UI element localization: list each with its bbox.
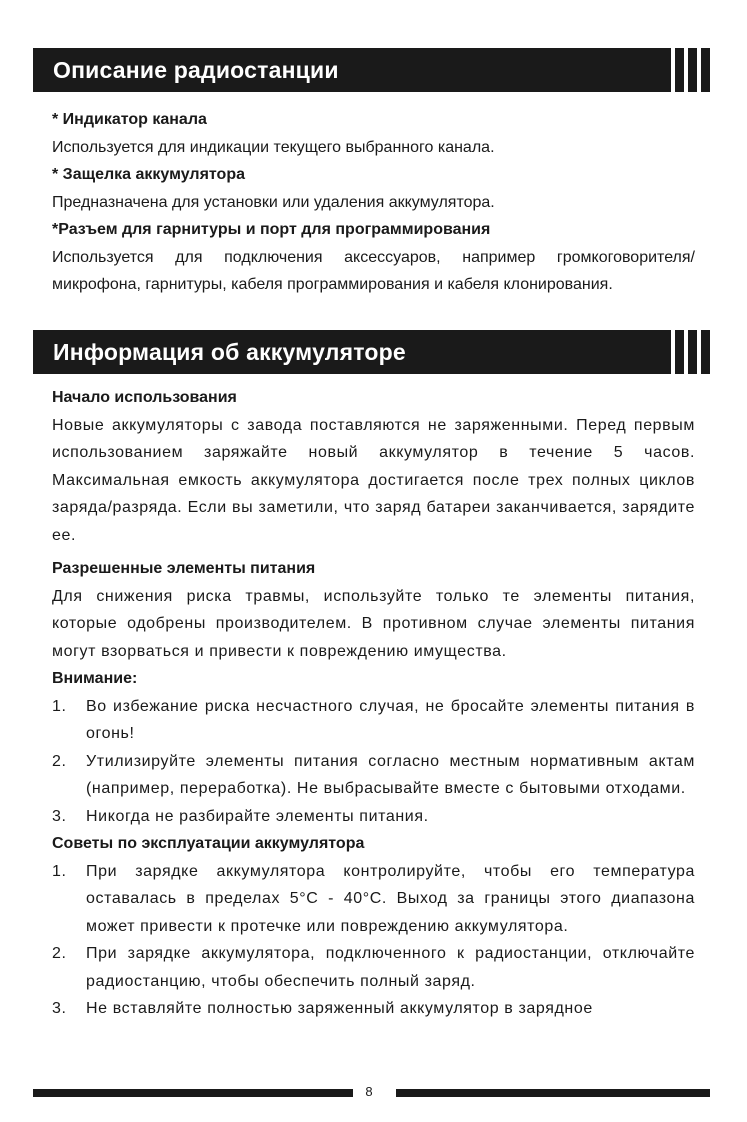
subheading-start: Начало использования — [52, 389, 237, 406]
list-text: Не вставляйте полностью заряженный аккумулятор в зарядное — [86, 1000, 593, 1017]
list-number: 2. — [52, 752, 67, 770]
item-text: Используется для индикации текущего выбранного канала. — [52, 138, 495, 156]
header-stripes-decoration — [671, 48, 710, 92]
list-item — [52, 940, 695, 995]
section-title: Описание радиостанции — [53, 56, 339, 83]
section-header-radio-description — [33, 48, 710, 92]
list-number: 3. — [52, 1000, 67, 1017]
list-text: Никогда не разбирайте элементы питания. — [86, 807, 429, 825]
list-item — [52, 858, 695, 941]
list-item — [52, 693, 695, 748]
item-heading: * Индикатор канала — [52, 111, 207, 128]
list-number: 1. — [52, 697, 67, 715]
subheading-allowed: Разрешенные элементы питания — [52, 560, 316, 577]
item-heading: *Разъем для гарнитуры и порт для программирования — [52, 221, 491, 238]
subheading-warning: Внимание: — [52, 670, 138, 687]
list-number: 2. — [52, 945, 67, 962]
list-text: Утилизируйте элементы питания согласно местным нормативным актам (например, переработка). Не выбрасывайте вместе с бытовыми отходами. — [86, 752, 695, 797]
item-heading: * Защелка аккумулятора — [52, 166, 245, 183]
footer-rule-right — [396, 1089, 710, 1097]
list-number: 1. — [52, 862, 67, 880]
subheading-tips: Советы по эксплуатации аккумулятора — [52, 835, 365, 852]
page-number: 8 — [365, 1084, 373, 1099]
footer-rule-left — [33, 1089, 353, 1097]
radio-description-content — [52, 106, 695, 299]
warning-list — [52, 693, 695, 831]
list-item — [52, 748, 695, 803]
list-number: 3. — [52, 807, 67, 825]
list-item — [52, 995, 695, 1023]
list-item — [52, 803, 695, 831]
list-text: При зарядке аккумулятора контролируйте, чтобы его температура оставалась в пределах 5°C - 40°C. Выход за границы этого диапазона может привести к протечке или повреждению аккумулятора. — [86, 862, 695, 935]
section-title: Информация об аккумуляторе — [53, 338, 406, 365]
tips-list — [52, 858, 695, 1023]
header-stripes-decoration — [671, 330, 710, 374]
item-text: Используется для подключения аксессуаров, например громкоговорителя/ микрофона, гарнитуры, кабеля программирования и кабеля клонирования. — [52, 248, 695, 293]
item-text: Предназначена для установки или удаления аккумулятора. — [52, 193, 495, 211]
battery-info-content — [52, 384, 695, 1023]
list-text: При зарядке аккумулятора, подключенного к радиостанции, отключайте радиостанцию, чтобы обеспечить полный заряд. — [86, 945, 695, 990]
paragraph-allowed: Для снижения риска травмы, используйте только те элементы питания, которые одобрены производителем. В противном случае элементы питания могут взорваться и привести к повреждению имущества. — [52, 587, 695, 660]
paragraph-start: Новые аккумуляторы с завода поставляются не заряженными. Перед первым использованием заряжайте новый аккумулятор в течение 5 часов. Максимальная емкость аккумулятора достигается после трех полных циклов заряда/разряда. Если вы заметили, что заряд батареи заканчивается, зарядите ее. — [52, 416, 695, 544]
list-text: Во избежание риска несчастного случая, не бросайте элементы питания в огонь! — [86, 697, 695, 742]
section-header-battery-info — [33, 330, 710, 374]
